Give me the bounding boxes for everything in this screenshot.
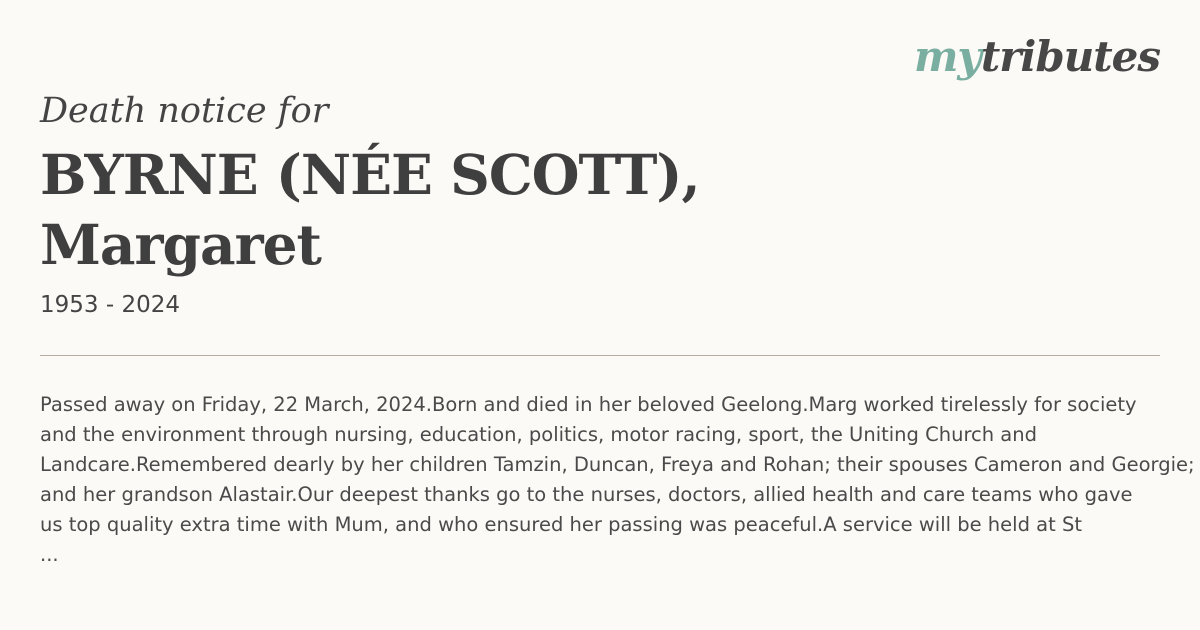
notice-text-line: and her grandson Alastair.Our deepest thanks go to the nurses, doctors, allied health and care teams who gave <box>40 483 1133 506</box>
logo-tributes-text: tributes <box>980 32 1160 81</box>
divider <box>40 355 1160 356</box>
notice-subtitle: Death notice for <box>40 91 329 131</box>
notice-text-line: Passed away on Friday, 22 March, 2024.Born and died in her beloved Geelong.Marg worked tirelessly for society <box>40 393 1137 416</box>
deceased-name-line1: BYRNE (NÉE SCOTT), <box>40 142 700 207</box>
notice-text-line: and the environment through nursing, education, politics, motor racing, sport, the Uniting Church and <box>40 423 1037 446</box>
logo-my-text: my <box>913 32 981 81</box>
life-years: 1953 - 2024 <box>40 292 180 318</box>
deceased-name <box>40 140 940 280</box>
mytributes-logo[interactable] <box>913 32 1160 81</box>
deceased-name-line2: Margaret <box>40 212 321 277</box>
notice-text <box>40 390 1200 570</box>
notice-text-line: Landcare.Remembered dearly by her children Tamzin, Duncan, Freya and Rohan; their spouses Cameron and Georgie; <box>40 453 1195 476</box>
notice-text-line: us top quality extra time with Mum, and who ensured her passing was peaceful.A service will be held at St <box>40 513 1082 536</box>
notice-text-ellipsis: ... <box>40 543 59 566</box>
